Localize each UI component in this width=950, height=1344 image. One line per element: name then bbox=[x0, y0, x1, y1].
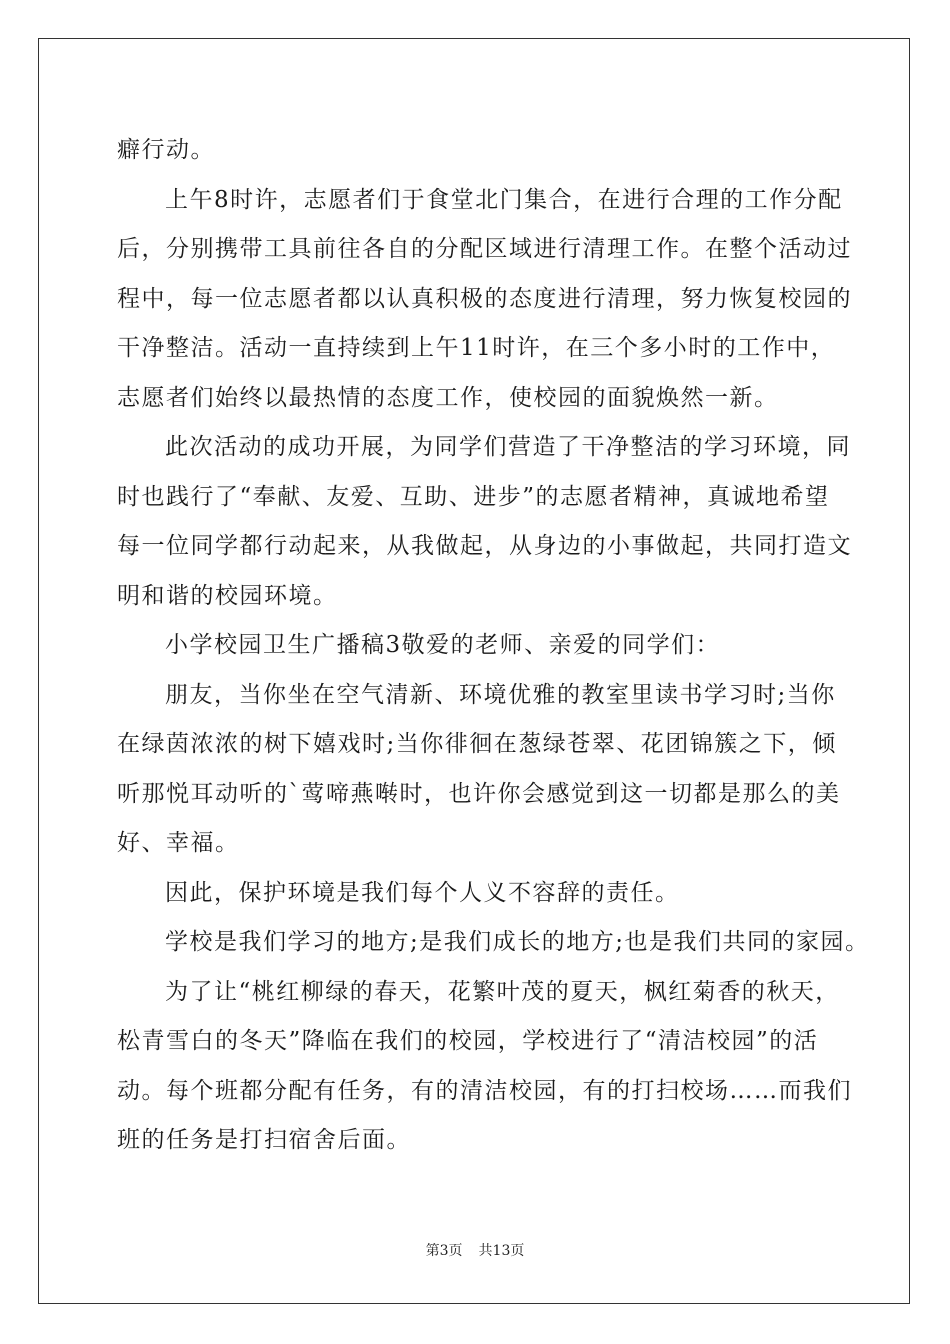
text-line: 上午8时许，志愿者们于食堂北门集合，在进行合理的工作分配 bbox=[165, 186, 843, 213]
text-line: 学校是我们学习的地方;是我们成长的地方;也是我们共同的家园。 bbox=[165, 929, 870, 955]
text-line: 动。每个班都分配有任务，有的清洁校园，有的打扫校场……而我们 bbox=[117, 1077, 852, 1104]
text-line: 时也践行了“奉献、友爱、互助、进步”的志愿者精神，真诚地希望 bbox=[117, 483, 830, 510]
text-line: 干净整洁。活动一直持续到上午11时许，在三个多小时的工作中， bbox=[117, 335, 836, 361]
text-line: 在绿茵浓浓的树下嬉戏时;当你徘徊在葱绿苍翠、花团锦簇之下，倾 bbox=[117, 731, 837, 757]
text-line: 志愿者们始终以最热情的态度工作，使校园的面貌焕然一新。 bbox=[117, 384, 779, 411]
page-footer bbox=[0, 1241, 950, 1261]
text-line: 班的任务是打扫宿舍后面。 bbox=[117, 1127, 411, 1153]
text-line: 明和谐的校园环境。 bbox=[117, 582, 338, 609]
text-line: 朋友，当你坐在空气清新、环境优雅的教室里读书学习时;当你 bbox=[165, 681, 836, 708]
text-line: 癖行动。 bbox=[117, 137, 215, 163]
text-line: 每一位同学都行动起来，从我做起，从身边的小事做起，共同打造文 bbox=[117, 533, 852, 559]
text-line: 为了让“桃红柳绿的春天，花繁叶茂的夏天，枫红菊香的秋天， bbox=[165, 978, 840, 1005]
document-body bbox=[117, 126, 870, 1166]
text-line: 听那悦耳动听的`莺啼燕啭时，也许你会感觉到这一切都是那么的美 bbox=[117, 780, 841, 807]
text-line: 此次活动的成功开展，为同学们营造了干净整洁的学习环境，同 bbox=[165, 434, 851, 460]
text-line: 因此，保护环境是我们每个人义不容辞的责任。 bbox=[165, 879, 680, 906]
text-line: 小学校园卫生广播稿3敬爱的老师、亲爱的同学们： bbox=[165, 632, 721, 658]
page-number: 第3页 bbox=[425, 1243, 463, 1259]
text-line: 松青雪白的冬天”降临在我们的校园，学校进行了“清洁校园”的活 bbox=[117, 1028, 819, 1054]
text-line: 好、幸福。 bbox=[117, 830, 240, 856]
text-line: 后，分别携带工具前往各自的分配区域进行清理工作。在整个活动过 bbox=[117, 236, 852, 262]
total-pages: 共13页 bbox=[478, 1243, 525, 1259]
text-line: 程中，每一位志愿者都以认真积极的态度进行清理，努力恢复校园的 bbox=[117, 285, 852, 312]
